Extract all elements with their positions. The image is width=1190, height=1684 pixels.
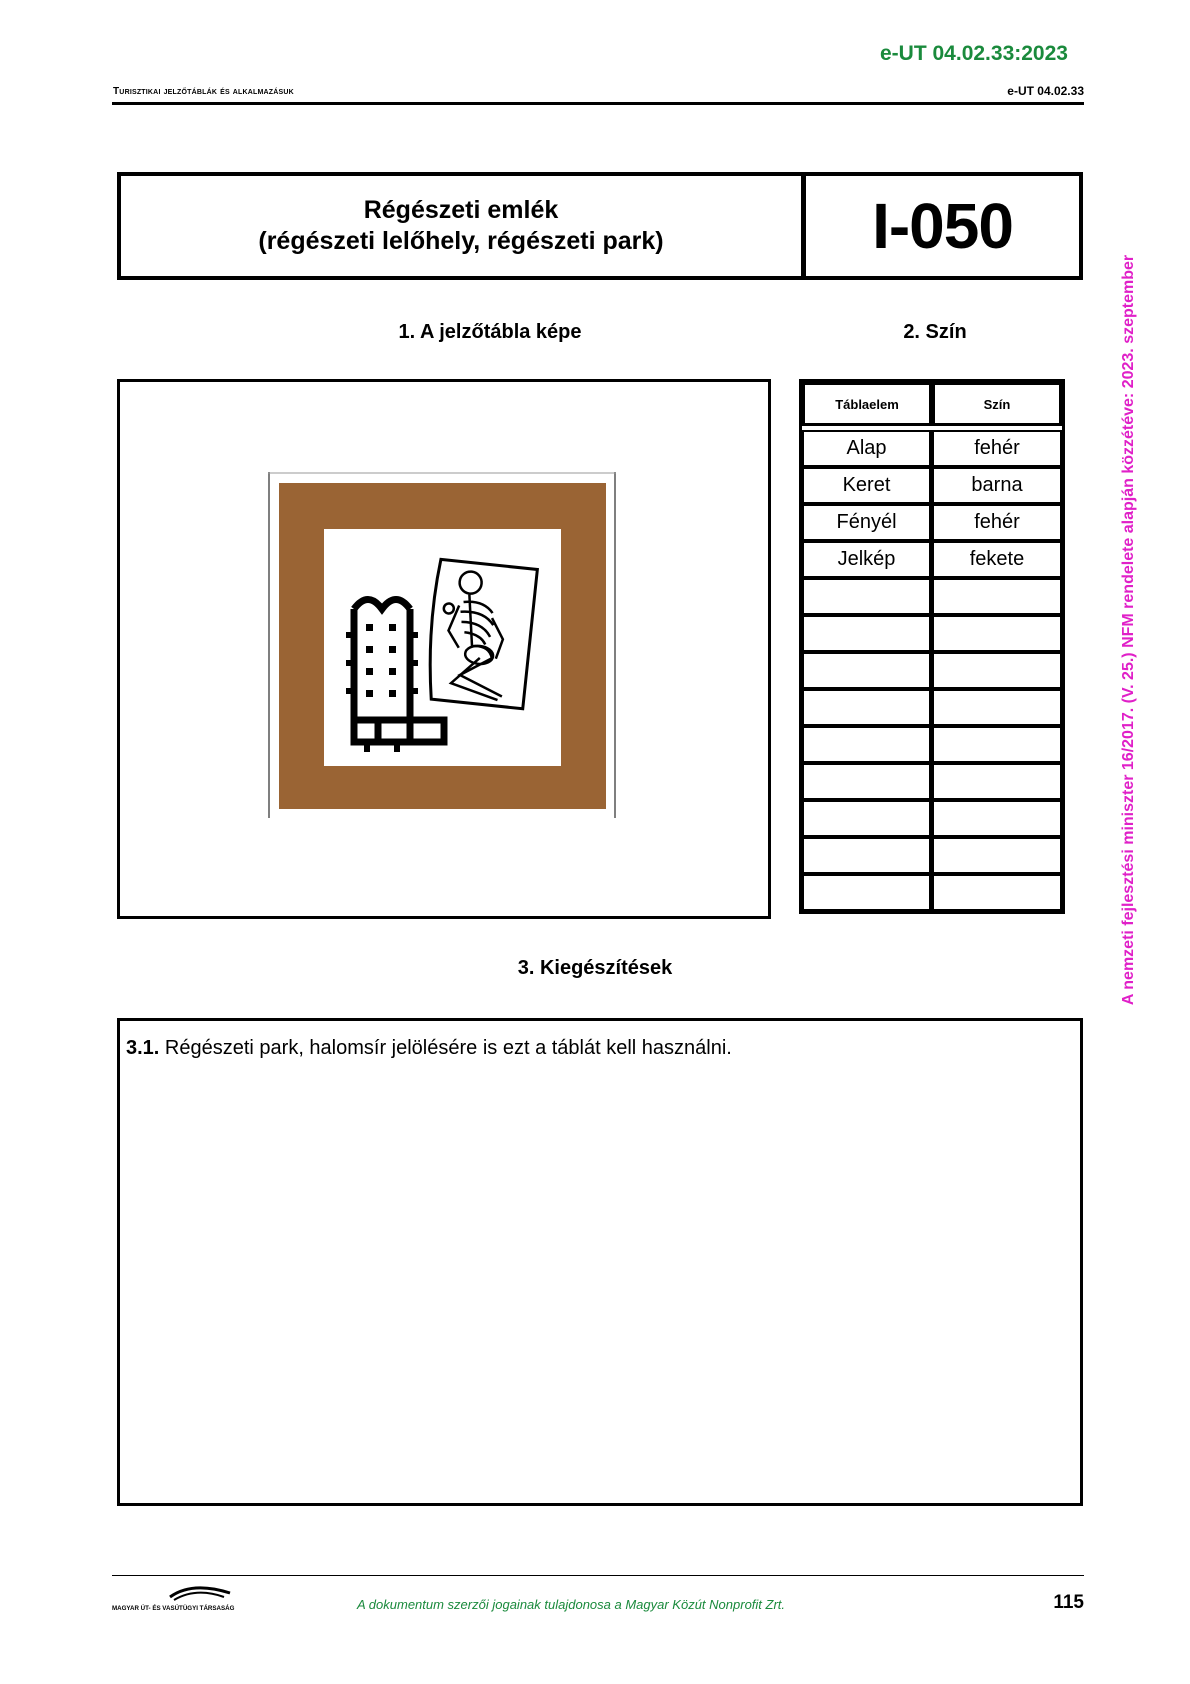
supplements-box <box>117 1018 1083 1506</box>
color-cell <box>932 689 1062 726</box>
archaeology-site-icon <box>268 472 616 818</box>
element-cell <box>802 652 932 689</box>
element-cell: Alap <box>802 430 932 467</box>
color-cell: fekete <box>932 541 1062 578</box>
color-table-header <box>802 382 1062 426</box>
color-table-row <box>802 430 1062 467</box>
color-table-empty-row <box>802 689 1062 726</box>
supplement-text: Régészeti park, halomsír jelölésére is ezt a táblát kell használni. <box>159 1037 732 1059</box>
title-block <box>117 172 1083 280</box>
sign-name-line2: (régészeti lelőhely, régészeti park) <box>258 227 664 255</box>
color-cell <box>932 837 1062 874</box>
color-cell <box>932 652 1062 689</box>
element-cell: Keret <box>802 467 932 504</box>
color-table-row <box>802 467 1062 504</box>
color-cell <box>932 615 1062 652</box>
element-cell <box>802 800 932 837</box>
element-cell <box>802 837 932 874</box>
element-cell <box>802 689 932 726</box>
element-cell <box>802 726 932 763</box>
color-table-empty-row <box>802 726 1062 763</box>
supplement-item <box>126 1037 732 1060</box>
supplement-label: 3.1. <box>126 1037 160 1059</box>
color-cell: fehér <box>932 504 1062 541</box>
color-cell: fehér <box>932 430 1062 467</box>
color-cell <box>932 726 1062 763</box>
sign-code: I-050 <box>872 190 1013 262</box>
color-cell <box>932 578 1062 615</box>
color-table-empty-row <box>802 800 1062 837</box>
section-heading-picture: 1. A jelzőtábla képe <box>398 321 582 343</box>
color-table-empty-row <box>802 874 1062 911</box>
element-cell <box>802 578 932 615</box>
element-cell <box>802 763 932 800</box>
document-stamp: e-UT 04.02.33:2023 <box>880 42 1068 65</box>
color-table <box>799 379 1065 914</box>
footer-rule <box>112 1575 1084 1576</box>
section-heading-supplements: 3. Kiegészítések <box>517 957 673 979</box>
logo-text: MAGYAR ÚT- ÉS VASÚTÜGYI TÁRSASÁG <box>112 1605 235 1612</box>
section-heading-color: 2. Szín <box>903 321 967 343</box>
publication-note: A nemzeti fejlesztési miniszter 16/2017. (V. 25.) NFM rendelete alapján közzétéve: 2023. szeptember <box>1120 254 1137 1006</box>
header-rule <box>112 102 1084 105</box>
color-table-empty-row <box>802 652 1062 689</box>
color-table-empty-row <box>802 763 1062 800</box>
color-table-row <box>802 541 1062 578</box>
header-title: Turisztikai jelzőtáblák és alkalmazásuk <box>113 86 294 97</box>
sign-name-line1: Régészeti emlék <box>363 196 559 224</box>
color-table-empty-row <box>802 837 1062 874</box>
page-number: 115 <box>1053 1592 1084 1613</box>
color-table-empty-row <box>802 578 1062 615</box>
color-cell <box>932 763 1062 800</box>
element-cell <box>802 874 932 911</box>
element-cell: Táblaelem <box>802 382 932 426</box>
element-cell <box>802 615 932 652</box>
society-logo-icon <box>112 1583 262 1615</box>
color-table-empty-row <box>802 615 1062 652</box>
color-cell: barna <box>932 467 1062 504</box>
color-table-row <box>802 504 1062 541</box>
element-cell: Fényél <box>802 504 932 541</box>
color-cell: Szín <box>932 382 1062 426</box>
color-cell <box>932 800 1062 837</box>
header-code: e-UT 04.02.33 <box>1007 84 1084 98</box>
footer-copyright: A dokumentum szerzői jogainak tulajdonosa a Magyar Közút Nonprofit Zrt. <box>357 1597 786 1612</box>
color-cell <box>932 874 1062 911</box>
element-cell: Jelkép <box>802 541 932 578</box>
sign-name <box>121 176 806 276</box>
